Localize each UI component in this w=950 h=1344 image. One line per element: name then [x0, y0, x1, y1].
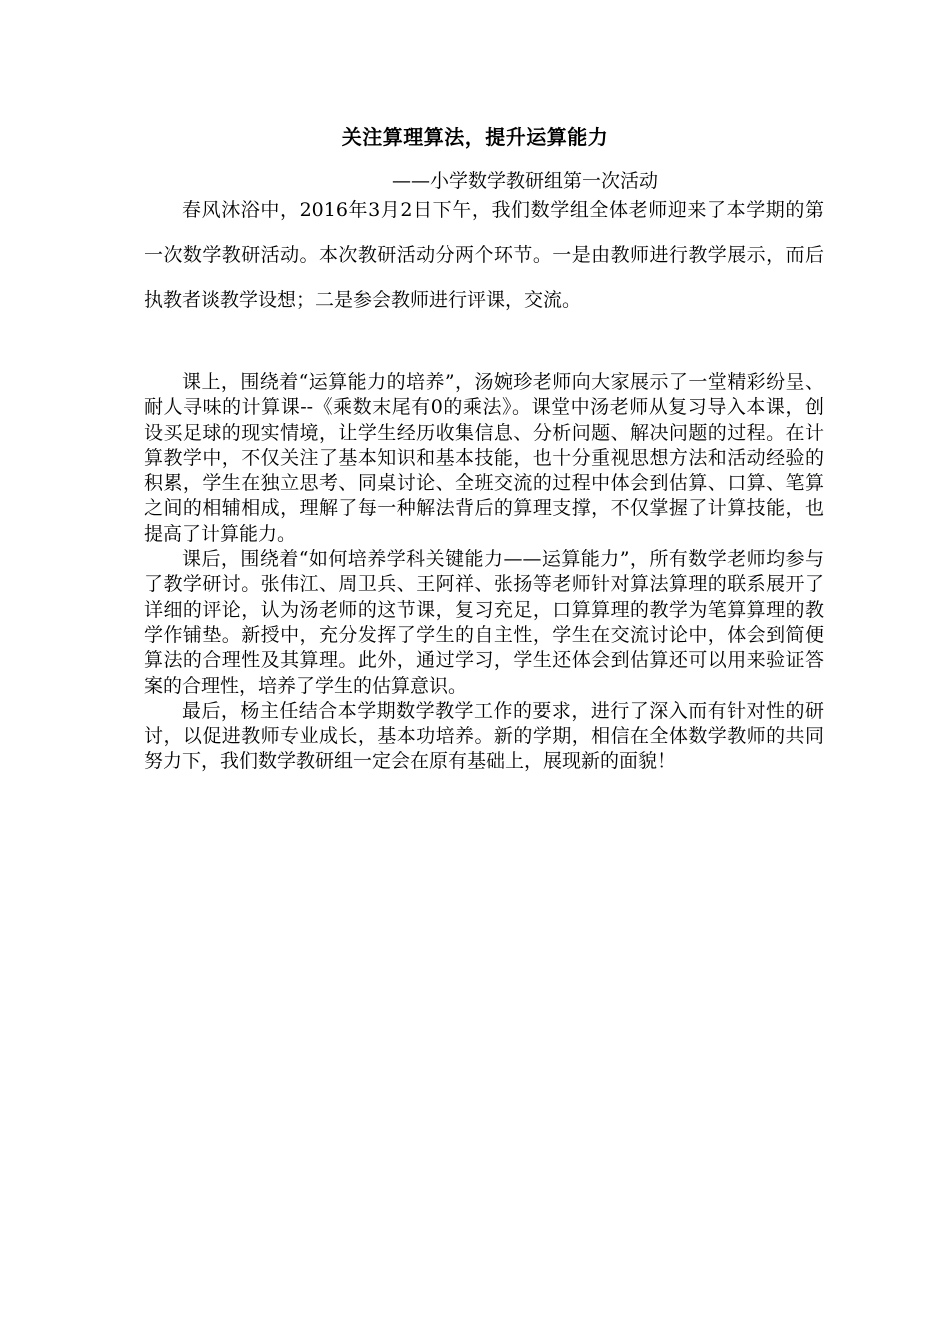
- paragraph-lesson: 课上，围绕着“运算能力的培养”，汤婉珍老师向大家展示了一堂精彩纷呈、耐人寻味的计算课--《乘数末尾有0的乘法》。课堂中汤老师从复习导入本课，创设买足球的现实情境，让学生经历收集信息、分析问题、解决问题的过程。在计算教学中，不仅关注了基本知识和基本技能，也十分重视思想方法和活动经验的积累，学生在独立思考、同桌讨论、全班交流的过程中体会到估算、口算、笔算之间的相辅相成，理解了每一种解法背后的算理支撑，不仅掌握了计算技能，也提高了计算能力。: [144, 371, 824, 545]
- document-subtitle: ——小学数学教研组第一次活动: [392, 170, 659, 192]
- paragraph-conclusion: 最后，杨主任结合本学期数学教学工作的要求，进行了深入而有针对性的研讨，以促进教师专业成长，基本功培养。新的学期，相信在全体数学教师的共同努力下，我们数学教研组一定会在原有基础上，展现新的面貌！: [144, 699, 824, 773]
- paragraph-intro: 春风沐浴中，2016年3月2日下午，我们数学组全体老师迎来了本学期的第一次数学教研活动。本次教研活动分两个环节。一是由教师进行教学展示，而后执教者谈教学设想；二是参会教师进行评课，交流。: [144, 199, 824, 311]
- paragraph-discussion: 课后，围绕着“如何培养学科关键能力——运算能力”，所有数学老师均参与了教学研讨。张伟江、周卫兵、王阿祥、张扬等老师针对算法算理的联系展开了详细的评论，认为汤老师的这节课，复习充足，口算算理的教学为笔算算理的教学作铺垫。新授中，充分发挥了学生的自主性，学生在交流讨论中，体会到简便算法的合理性及其算理。此外，通过学习，学生还体会到估算还可以用来验证答案的合理性，培养了学生的估算意识。: [144, 548, 824, 697]
- document-title: 关注算理算法，提升运算能力: [341, 125, 609, 149]
- document-body: [144, 370, 824, 775]
